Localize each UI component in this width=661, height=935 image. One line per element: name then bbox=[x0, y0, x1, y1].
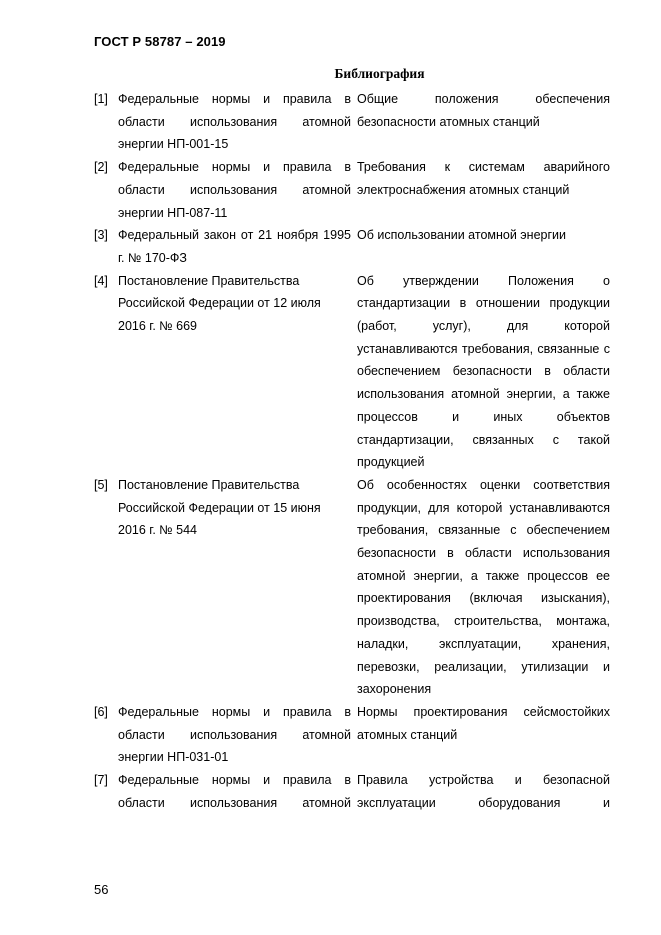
entry-source: Федеральные нормы и правила в области использования атомной bbox=[118, 773, 351, 810]
entry-title: Об особенностях оценки соответствия продукции, для которой устанавливаются требования, связанные с обеспечением безопасности в области использования атомной энергии, а также процессов ее проектирования (включая изыскания), производства, строительства, монтажа, наладки, эксплуатации, хранения, перевозки, реализации, утилизации и захоронения bbox=[357, 477, 610, 697]
bibliography-entry bbox=[94, 224, 610, 269]
entry-title: Об использовании атомной энергии bbox=[357, 228, 567, 243]
entry-source: Постановление Правительства Российской Федерации от 12 июля 2016 г. № 669 bbox=[118, 273, 321, 334]
bibliography-list bbox=[94, 88, 610, 815]
entry-number: [5] bbox=[94, 477, 108, 492]
entry-number: [3] bbox=[94, 228, 108, 243]
bibliography-entry bbox=[94, 156, 610, 224]
entry-title: Нормы проектирования сейсмостойких атомных станций bbox=[357, 704, 610, 742]
entry-title: Правила устройства и безопасной эксплуатации оборудования и bbox=[357, 773, 610, 810]
entry-number: [2] bbox=[94, 160, 108, 175]
entry-source: Федеральный закон от 21 ноября 1995 г. № 170-ФЗ bbox=[118, 228, 351, 265]
bibliography-entry bbox=[94, 88, 610, 156]
entry-number: [1] bbox=[94, 92, 108, 106]
bibliography-entry bbox=[94, 474, 610, 701]
page-number: 56 bbox=[94, 882, 109, 897]
entry-source: Федеральные нормы и правила в области использования атомной энергии НП-001-15 bbox=[118, 92, 351, 152]
bibliography-entry bbox=[94, 769, 610, 814]
section-title: Библиография bbox=[334, 66, 425, 81]
bibliography-entry bbox=[94, 270, 610, 474]
entry-number: [4] bbox=[94, 273, 108, 288]
entry-number: [7] bbox=[94, 773, 108, 788]
entry-title: Об утверждении Положения о стандартизации в отношении продукции (работ, услуг), для которой устанавливаются требования, связанные с обеспечением безопасности в области использования атомной энергии, а также процессов и иных объектов стандартизации, связанных с такой продукцией bbox=[357, 273, 610, 470]
entry-source: Федеральные нормы и правила в области использования атомной энергии НП-031-01 bbox=[118, 704, 351, 765]
bibliography-entry bbox=[94, 701, 610, 769]
entry-title: Требования к системам аварийного электроснабжения атомных станций bbox=[357, 160, 610, 197]
document-header: ГОСТ Р 58787 – 2019 bbox=[94, 34, 226, 49]
entry-source: Федеральные нормы и правила в области использования атомной энергии НП-087-11 bbox=[118, 160, 351, 220]
entry-title: Общие положения обеспечения безопасности атомных станций bbox=[357, 92, 610, 129]
entry-source: Постановление Правительства Российской Федерации от 15 июня 2016 г. № 544 bbox=[118, 477, 321, 538]
entry-number: [6] bbox=[94, 704, 108, 719]
